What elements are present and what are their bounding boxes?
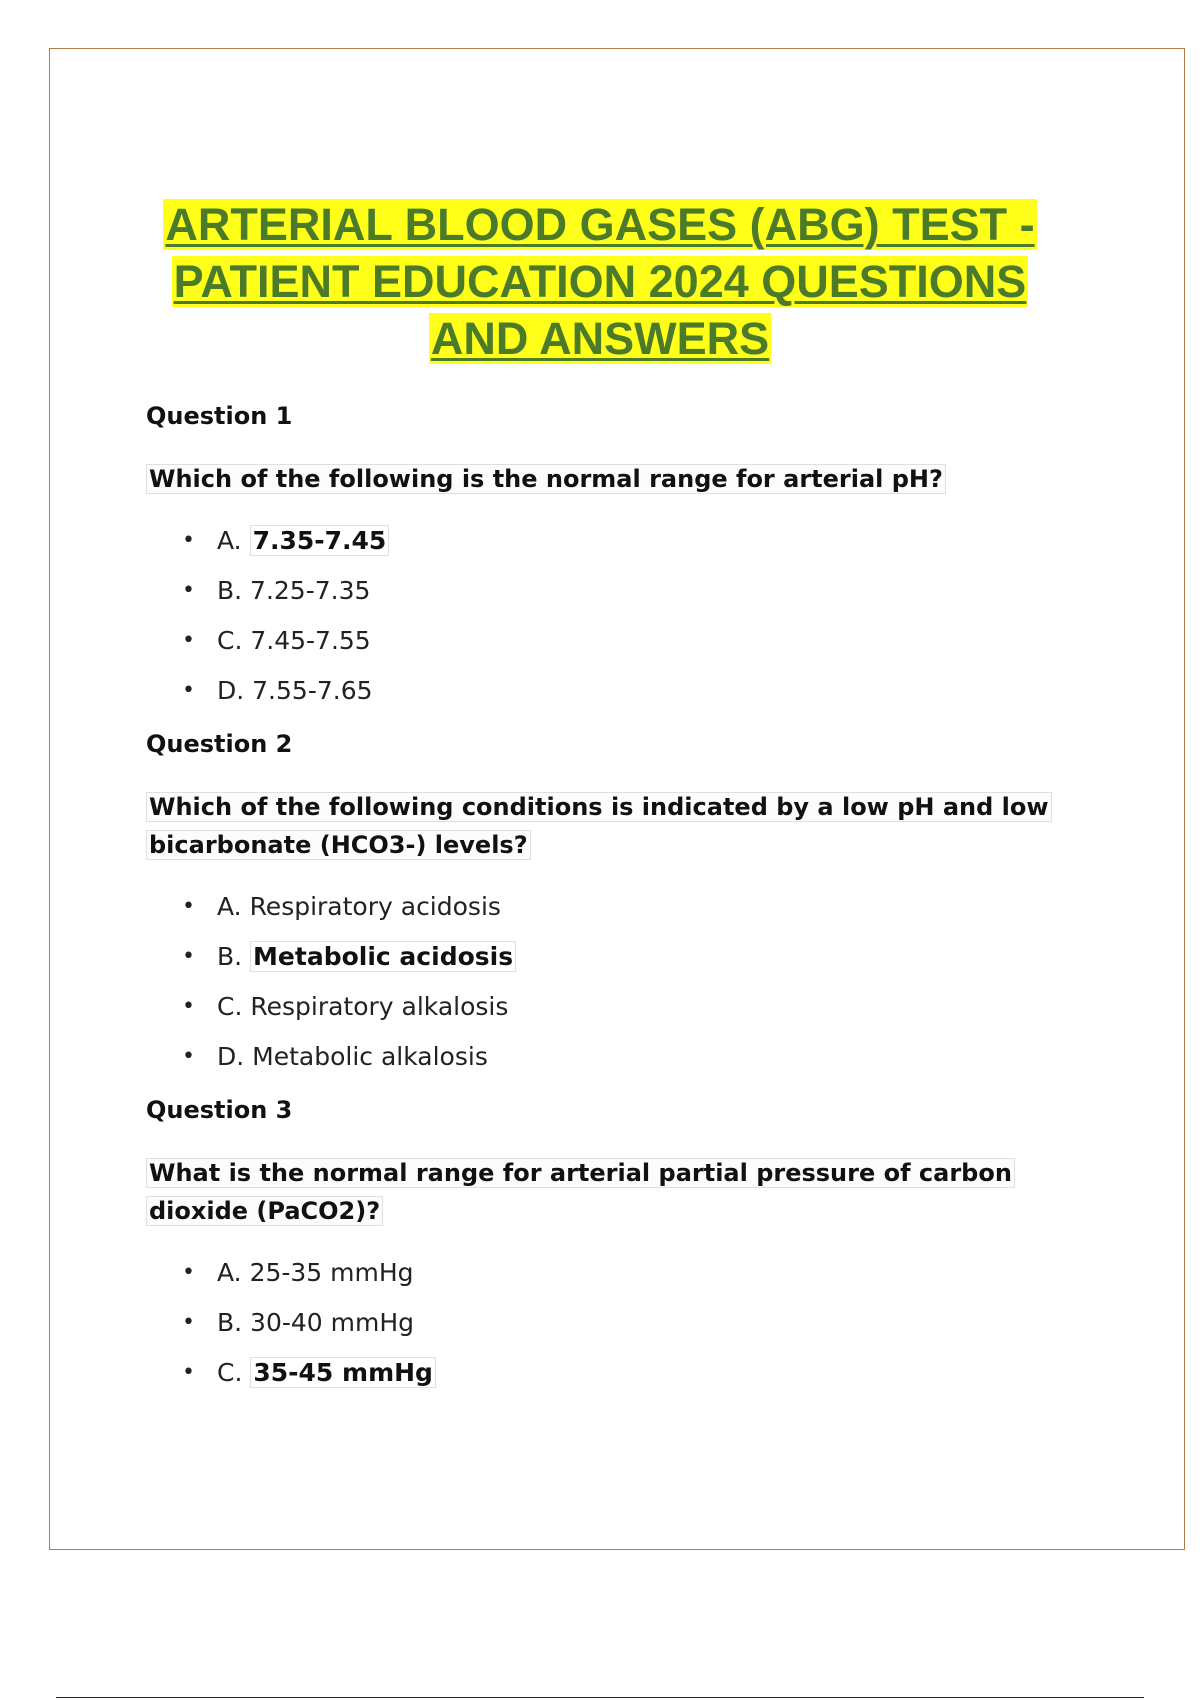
option-text: 25-35 mmHg (249, 1258, 414, 1287)
option-text: 7.45-7.55 (250, 626, 371, 655)
question-2 (146, 724, 1096, 1074)
bullet-icon: • (182, 944, 195, 969)
footer-divider (56, 1697, 1144, 1698)
option-prefix: C. (217, 1358, 251, 1387)
option-b (182, 574, 1096, 608)
question-text-line: Which of the following is the normal range for arterial pH? (146, 464, 946, 494)
bullet-icon: • (182, 528, 195, 553)
option-prefix: C. (217, 992, 251, 1021)
option-text: 30-40 mmHg (250, 1308, 415, 1337)
bullet-icon: • (182, 628, 195, 653)
option-text: Metabolic alkalosis (252, 1042, 488, 1071)
option-d (182, 674, 1096, 708)
option-text: 7.55-7.65 (252, 676, 373, 705)
option-text: Respiratory alkalosis (250, 992, 509, 1021)
question-label: Question 3 (146, 1096, 293, 1124)
option-d (182, 1040, 1096, 1074)
option-prefix: B. (217, 576, 251, 605)
option-prefix: D. (217, 676, 253, 705)
option-a (182, 890, 1096, 924)
option-prefix: D. (217, 1042, 253, 1071)
option-prefix: A. (217, 892, 250, 921)
title-line-3: AND ANSWERS (430, 313, 770, 364)
question-text (146, 788, 1096, 864)
question-label: Question 2 (146, 730, 293, 758)
correct-answer-text: Metabolic acidosis (250, 941, 516, 972)
question-text-line: dioxide (PaCO2)? (146, 1196, 383, 1226)
option-a (182, 1256, 1096, 1290)
option-prefix: C. (217, 626, 251, 655)
question-label: Question 1 (146, 402, 293, 430)
option-text: 7.25-7.35 (250, 576, 371, 605)
option-b (182, 940, 1096, 974)
option-prefix: B. (217, 942, 251, 971)
option-prefix: A. (217, 526, 250, 555)
option-c (182, 990, 1096, 1024)
bullet-icon: • (182, 1360, 195, 1385)
option-prefix: B. (217, 1308, 251, 1337)
question-text-line: What is the normal range for arterial partial pressure of carbon (146, 1158, 1015, 1188)
question-1 (146, 396, 1096, 708)
bullet-icon: • (182, 578, 195, 603)
option-prefix: A. (217, 1258, 250, 1287)
option-text: Respiratory acidosis (249, 892, 501, 921)
questions-list (146, 396, 1096, 1406)
correct-answer-text: 7.35-7.45 (250, 525, 390, 556)
bullet-icon: • (182, 1310, 195, 1335)
option-a (182, 524, 1096, 558)
question-text-line: Which of the following conditions is indicated by a low pH and low (146, 792, 1052, 822)
option-b (182, 1306, 1096, 1340)
option-list (146, 890, 1096, 1074)
question-3 (146, 1090, 1096, 1390)
title-line-2: PATIENT EDUCATION 2024 QUESTIONS (173, 256, 1027, 307)
bullet-icon: • (182, 1260, 195, 1285)
bullet-icon: • (182, 678, 195, 703)
option-c (182, 624, 1096, 658)
question-text (146, 460, 1096, 498)
question-text (146, 1154, 1096, 1230)
document-title (0, 196, 1200, 367)
bullet-icon: • (182, 994, 195, 1019)
question-text-line: bicarbonate (HCO3-) levels? (146, 830, 531, 860)
option-list (146, 1256, 1096, 1390)
title-line-1: ARTERIAL BLOOD GASES (ABG) TEST - (165, 199, 1035, 250)
correct-answer-text: 35-45 mmHg (250, 1357, 436, 1388)
bullet-icon: • (182, 894, 195, 919)
bullet-icon: • (182, 1044, 195, 1069)
option-c (182, 1356, 1096, 1390)
option-list (146, 524, 1096, 708)
